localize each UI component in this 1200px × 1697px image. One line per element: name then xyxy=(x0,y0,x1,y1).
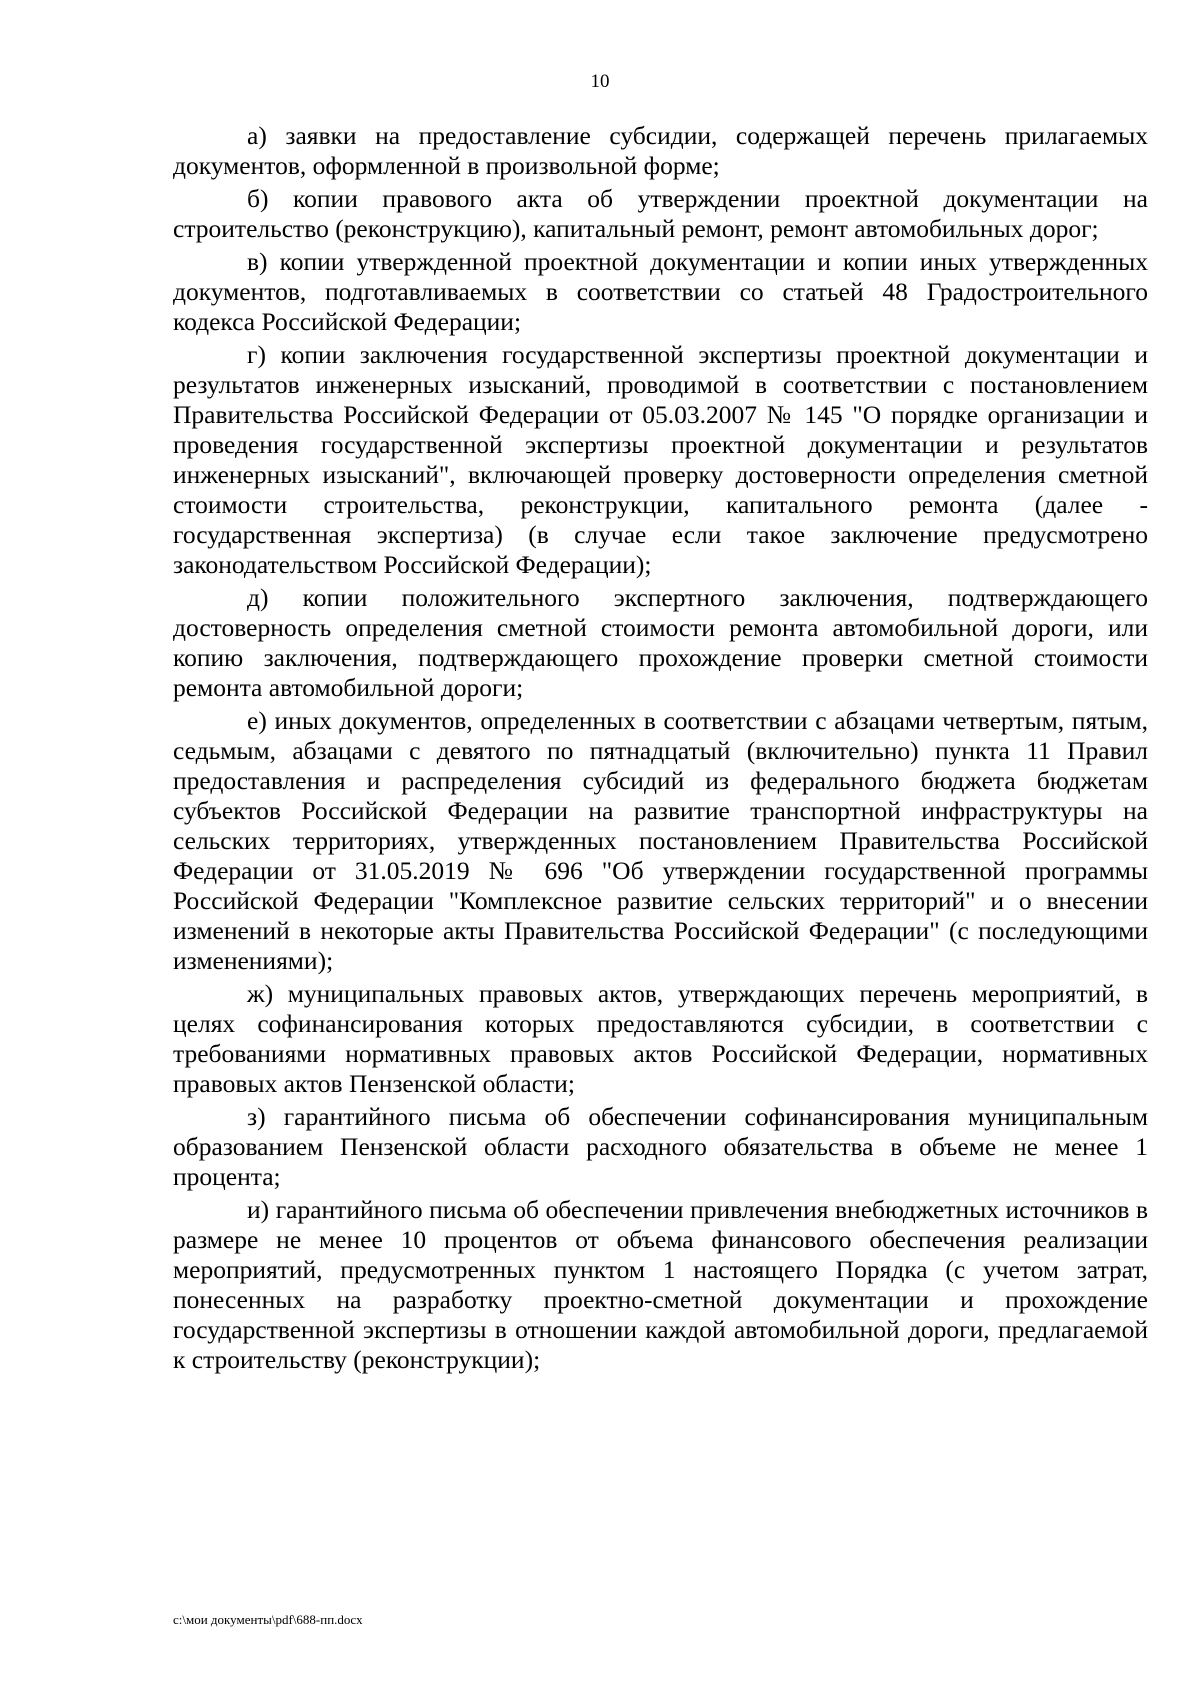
paragraph-e: е) иных документов, определенных в соответствии с абзацами четвертым, пятым, седьмым, абзацами с девятого по пятнадцатый (включительно) пункта 11 Правил предоставления и распределения субсидий из федерального бюджета бюджетам субъектов Российской Федерации на развитие транспортной инфраструктуры на сельских территориях, утвержденных постановлением Правительства Российской Федерации от 31.05.2019 № 696 "Об утверждении государственной программы Российской Федерации "Комплексное развитие сельских территорий" и о внесении изменений в некоторые акты Правительства Российской Федерации" (с последующими изменениями); xyxy=(173,706,1148,975)
paragraph-i: и) гарантийного письма об обеспечении привлечения внебюджетных источников в размере не менее 10 процентов от объема финансового обеспечения реализации мероприятий, предусмотренных пунктом 1 настоящего Порядка (с учетом затрат, понесенных на разработку проектно-сметной документации и прохождение государственной экспертизы в отношении каждой автомобильной дороги, предлагаемой к строительству (реконструкции); xyxy=(173,1195,1148,1374)
paragraph-v: в) копии утвержденной проектной документации и копии иных утвержденных документов, подготавливаемых в соответствии со статьей 48 Градостроительного кодекса Российской Федерации; xyxy=(173,247,1148,336)
document-body xyxy=(173,121,1148,1378)
paragraph-zh: ж) муниципальных правовых актов, утверждающих перечень мероприятий, в целях софинансирования которых предоставляются субсидии, в соответствии с требованиями нормативных правовых актов Российской Федерации, нормативных правовых актов Пензенской области; xyxy=(173,979,1148,1098)
paragraph-a: а) заявки на предоставление субсидии, содержащей перечень прилагаемых документов, оформленной в произвольной форме; xyxy=(173,121,1148,180)
page-number: 10 xyxy=(590,71,610,92)
paragraph-d: д) копии положительного экспертного заключения, подтверждающего достоверность определения сметной стоимости ремонта автомобильной дороги, или копию заключения, подтверждающего прохождение проверки сметной стоимости ремонта автомобильной дороги; xyxy=(173,583,1148,702)
footer-file-path: c:\мои документы\pdf\688-пп.docx xyxy=(173,1612,363,1627)
paragraph-b: б) копии правового акта об утверждении проектной документации на строительство (реконструкцию), капитальный ремонт, ремонт автомобильных дорог; xyxy=(173,184,1148,243)
paragraph-z: з) гарантийного письма об обеспечении софинансирования муниципальным образованием Пензенской области расходного обязательства в объеме не менее 1 процента; xyxy=(173,1102,1148,1191)
paragraph-g: г) копии заключения государственной экспертизы проектной документации и результатов инженерных изысканий, проводимой в соответствии с постановлением Правительства Российской Федерации от 05.03.2007 № 145 "О порядке организации и проведения государственной экспертизы проектной документации и результатов инженерных изысканий", включающей проверку достоверности определения сметной стоимости строительства, реконструкции, капитального ремонта (далее - государственная экспертиза) (в случае если такое заключение предусмотрено законодательством Российской Федерации); xyxy=(173,340,1148,579)
